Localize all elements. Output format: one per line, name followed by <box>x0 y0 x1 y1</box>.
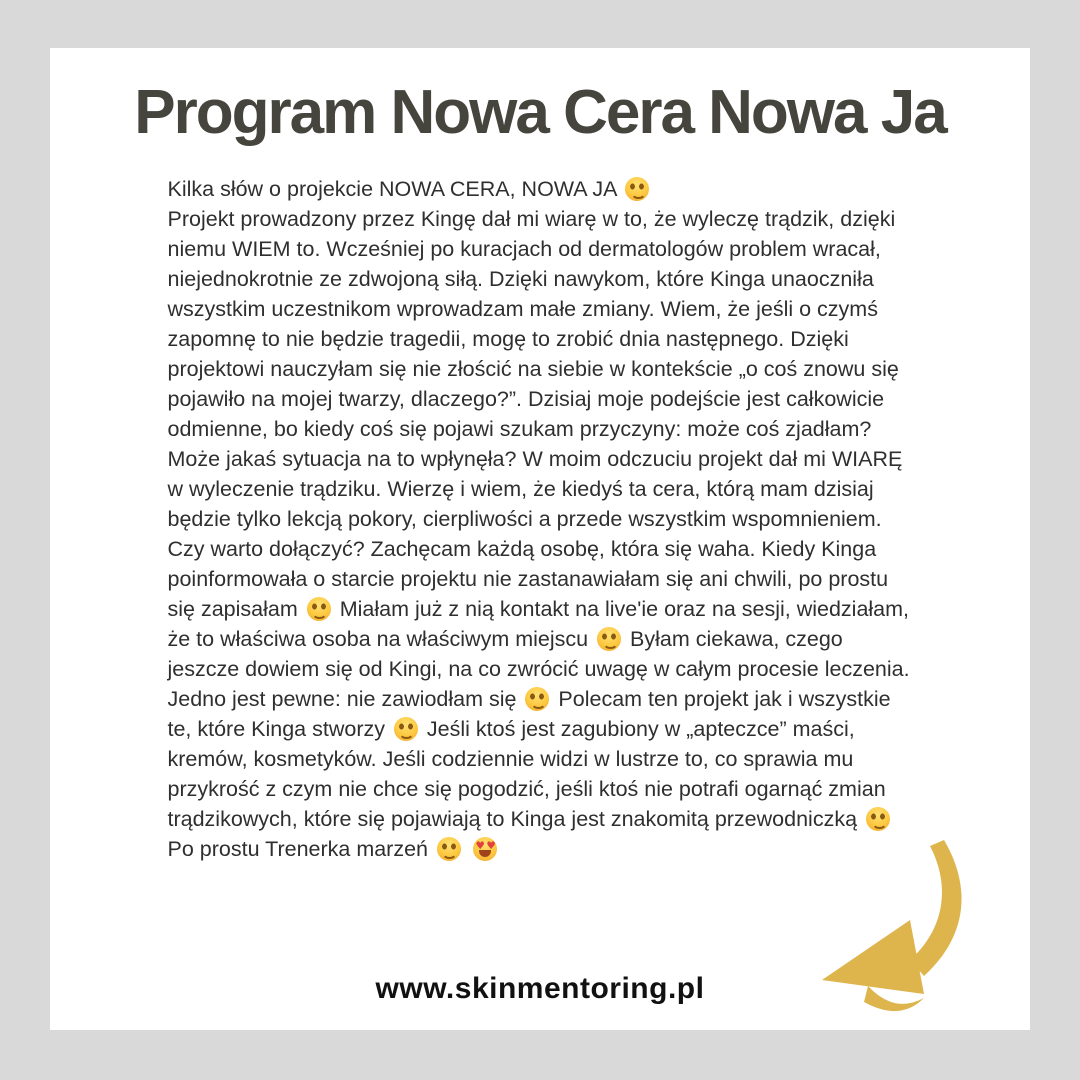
heart-eyes-emoji-icon <box>473 837 497 861</box>
smiling-emoji-icon <box>307 597 331 621</box>
smiling-emoji-icon <box>625 177 649 201</box>
smiling-emoji-icon <box>866 807 890 831</box>
page-title: Program Nowa Cera Nowa Ja <box>134 78 946 147</box>
smiling-emoji-icon <box>437 837 461 861</box>
website-label: www.skinmentoring.pl <box>375 972 705 1005</box>
testimonial-card <box>50 48 1030 1030</box>
smiling-emoji-icon <box>597 627 621 651</box>
testimonial-body: Projekt prowadzony przez Kingę dał mi wiarę w to, że wyleczę trądzik, dzięki niemu WIEM to. Wcześniej po kuracjach od dermatologów problem wracał, niejednokrotnie ze zdwojoną siłą. Dzięki nawykom, które Kinga unaoczniła wszystkim uczestnikom wprowadzam małe zmiany. Wiem, że jeśli o czymś zapomnę to nie będzie tragedii, mogę to zrobić dnia następnego. Dzięki projektowi nauczyłam się nie złościć na siebie w kontekście „o coś znowu się pojawiło na mojej twarzy, dlaczego?”. Dzisiaj moje podejście jest całkowicie odmienne, bo kiedy coś się pojawi szukam przyczyny: może coś zjadłam? Może jakaś sytuacja na to wpłynęła? W moim odczuciu projekt dał mi WIARĘ w wyleczenie trądziku. Wierzę i wiem, że kiedyś ta cera, którą mam dzisiaj będzie tylko lekcją pokory, cierpliwości a przede wszystkim wspomnieniem. Czy warto dołączyć? Zachęcam każdą osobę, która się waha. Kiedy Kinga poinformowała o starcie projektu nie zastanawiałam się ani chwili, po prostu się zapisałam Miałam już z nią kontakt na live'ie oraz na sesji, wiedziałam, że to właściwa osoba na właściwym miejscu Byłam ciekawa, czego jeszcze dowiem się od Kingi, na co zwrócić uwagę w całym procesie leczenia. Jedno jest pewne: nie zawiodłam się Polecam ten projekt jak i wszystkie te, które Kinga stworzy Jeśli ktoś jest zagubiony w „apteczce” maści, kremów, kosmetyków. Jeśli codziennie widzi w lustrze to, co sprawia mu przykrość z czym nie chce się pogodzić, jeśli ktoś nie potrafi ogarnąć zmian trądzikowych, które się pojawiają to Kinga jest znakomitą przewodniczką Po prostu Trenerka marzeń ♥♥ <box>168 207 910 861</box>
smiling-emoji-icon <box>394 717 418 741</box>
smiling-emoji-icon <box>525 687 549 711</box>
testimonial-text <box>168 174 913 864</box>
testimonial-intro-line: Kilka słów o projekcie NOWA CERA, NOWA JA <box>168 174 913 204</box>
